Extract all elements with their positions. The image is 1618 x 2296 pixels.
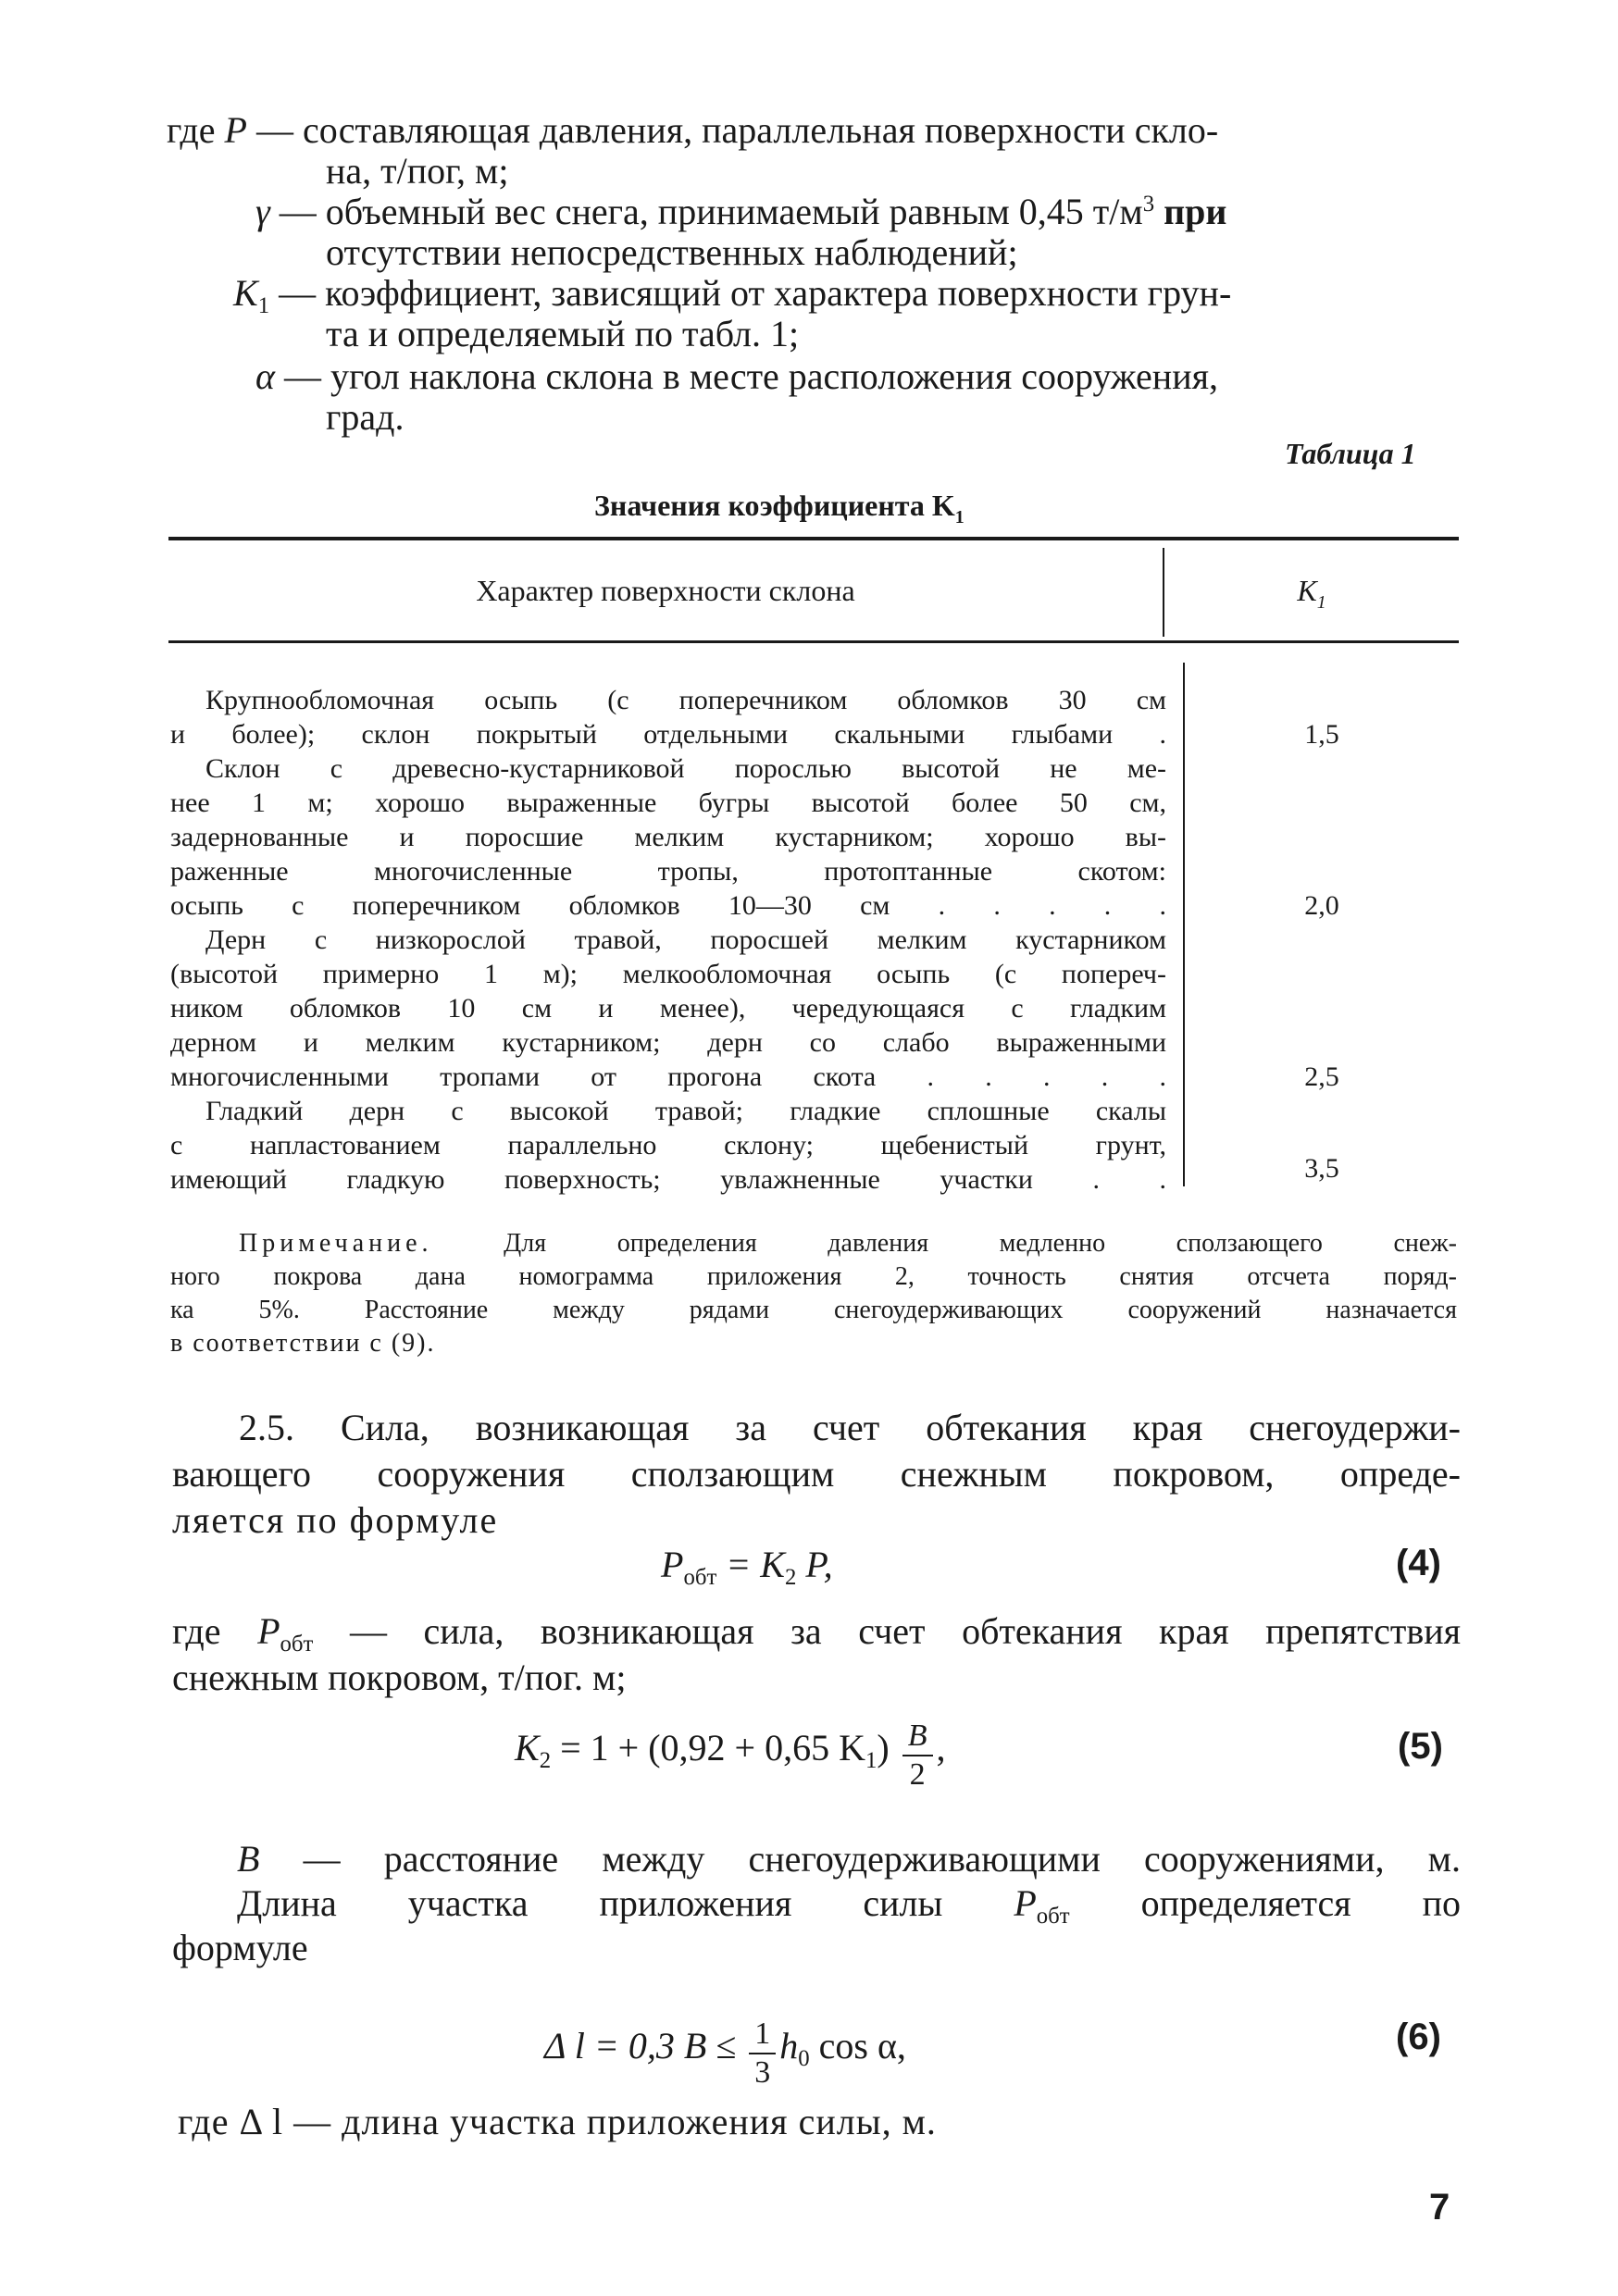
f5-k1-subscript: 1 bbox=[865, 1748, 877, 1773]
f4-p-subscript: обт bbox=[683, 1565, 717, 1590]
section-line3: ляется по формуле bbox=[172, 1499, 499, 1541]
row2-line1: Склон с древесно-кустарниковой порослью высотой не ме- bbox=[205, 753, 1166, 784]
formula-4 bbox=[661, 1542, 833, 1588]
p-symbol: P bbox=[224, 109, 247, 151]
row4-line3: имеющий гладкую поверхность; увлажненные участки . . bbox=[170, 1164, 1166, 1195]
f5-numerator: B bbox=[902, 1718, 933, 1756]
b-text: — расстояние между снегоудерживающими сооружениями, м. bbox=[259, 1838, 1461, 1880]
where-word: где bbox=[172, 1610, 221, 1652]
header-col-k1 bbox=[1164, 572, 1459, 613]
def-alpha-text: — угол наклона склона в месте расположения сооружения, bbox=[275, 355, 1219, 397]
f6-lhs: Δ l = 0,3 B ≤ bbox=[544, 2025, 737, 2066]
page-number: 7 bbox=[1429, 2187, 1450, 2228]
f5-close: ) bbox=[877, 1727, 890, 1769]
row1-line2: и более); склон покрытый отдельными скальными глыбами . bbox=[170, 719, 1166, 750]
def-pobt-line1 bbox=[172, 1608, 1461, 1655]
def-delta-l: где Δ l — длина участка приложения силы, м. bbox=[178, 2101, 937, 2142]
table-label: Таблица 1 bbox=[1285, 437, 1416, 470]
f6-h-subscript: 0 bbox=[798, 2046, 810, 2071]
b-symbol: B bbox=[237, 1838, 260, 1880]
formula-5 bbox=[515, 1718, 946, 1793]
row3-line5: многочисленными тропами от прогона скота . . . . . bbox=[170, 1061, 1166, 1092]
section-2-5 bbox=[172, 1405, 1461, 1544]
def-gamma-continuation: отсутствии непосредственных наблюдений; bbox=[326, 231, 1018, 273]
table-row bbox=[170, 683, 1166, 751]
formula-4-number: (4) bbox=[1396, 1543, 1441, 1583]
table-row bbox=[170, 1094, 1166, 1197]
f5-denominator: 2 bbox=[909, 1757, 926, 1792]
f5-fraction bbox=[902, 1718, 933, 1793]
table-top-rule bbox=[168, 537, 1459, 540]
note-text: Для определения давления медленно сползающего снеж- bbox=[432, 1229, 1457, 1258]
gamma-symbol: γ bbox=[255, 191, 270, 232]
def-gamma-tail: при bbox=[1154, 191, 1227, 232]
f4-k-subscript: 2 bbox=[784, 1565, 797, 1590]
note-line4: в соответствии с (9). bbox=[170, 1329, 436, 1358]
def-p-line bbox=[167, 107, 1218, 154]
row2-line3: задернованные и поросшие мелким кустарником; хорошо вы- bbox=[170, 822, 1166, 852]
section-line1: 2.5. Сила, возникающая за счет обтекания края снегоудержи- bbox=[239, 1407, 1461, 1448]
f6-tail: cos α, bbox=[809, 2025, 906, 2066]
f5-mid: = 1 + (0,92 + 0,65 K bbox=[551, 1727, 865, 1769]
header-bottom-rule bbox=[168, 640, 1459, 643]
f6-h: h bbox=[779, 2025, 799, 2066]
def-pobt bbox=[172, 1608, 1461, 1701]
def-k1-continuation: та и определяемый по табл. 1; bbox=[326, 313, 800, 354]
header-k-subscript: 1 bbox=[1316, 592, 1326, 613]
formula-6 bbox=[544, 2016, 906, 2091]
def-p-continuation: на, т/пог, м; bbox=[326, 150, 509, 192]
row4-line2: с напластованием параллельно склону; щебенистый грунт, bbox=[170, 1130, 1166, 1160]
cube-superscript: 3 bbox=[1142, 192, 1155, 217]
def-pobt-line2: снежным покровом, т/пог. м; bbox=[172, 1657, 627, 1698]
row3-line3: ником обломков 10 см и менее), чередующаяся с гладким bbox=[170, 993, 1166, 1024]
note-line1 bbox=[170, 1227, 1457, 1260]
table-row bbox=[170, 923, 1166, 1094]
formula-6-number: (6) bbox=[1396, 2017, 1441, 2057]
line2-p-symbol: P bbox=[1014, 1882, 1037, 1924]
f5-tail: , bbox=[936, 1727, 946, 1769]
note-line2: ного покрова дана номограмма приложения 2, точность снятия отсчета поряд- bbox=[170, 1262, 1457, 1291]
row2-line2: нее 1 м; хорошо выраженные бугры высотой более 50 см, bbox=[170, 788, 1166, 818]
table-caption-subscript: 1 bbox=[954, 507, 965, 527]
header-k-symbol: K bbox=[1297, 574, 1317, 607]
def-k1-line bbox=[233, 270, 1231, 316]
def-p-text: — составляющая давления, параллельная поверхности скло- bbox=[246, 109, 1219, 151]
f4-rhs: P, bbox=[796, 1544, 833, 1585]
row4-k1-value: 3,5 bbox=[1304, 1153, 1339, 1184]
note-label: Примечание. bbox=[239, 1229, 433, 1258]
row2-line5: осыпь с поперечником обломков 10—30 см . . . . . bbox=[170, 890, 1166, 921]
length-text: Длина участка приложения силы bbox=[237, 1882, 943, 1924]
formula-5-number: (5) bbox=[1398, 1726, 1443, 1767]
alpha-symbol: α bbox=[255, 355, 275, 397]
f4-eq-k: = K bbox=[716, 1544, 785, 1585]
def-b-line2 bbox=[237, 1880, 1461, 1927]
table-caption-text: Значения коэффициента K bbox=[594, 489, 955, 522]
table-note bbox=[170, 1227, 1457, 1360]
def-k1-text: — коэффициент, зависящий от характера поверхности грун- bbox=[269, 272, 1232, 314]
def-alpha-continuation: град. bbox=[326, 396, 404, 438]
pobt-text: — сила, возникающая за счет обтекания края препятствия bbox=[313, 1610, 1462, 1652]
pobt-subscript: обт bbox=[280, 1632, 314, 1657]
def-gamma-text: — объемный вес снега, принимаемый равным 0,45 т/м bbox=[269, 191, 1143, 232]
row4-line1: Гладкий дерн с высокой травой; гладкие сплошные скалы bbox=[205, 1096, 1166, 1126]
f4-p: P bbox=[661, 1544, 684, 1585]
determined-text: определяется по bbox=[1140, 1882, 1461, 1924]
row3-line1: Дерн с низкорослой травой, поросшей мелким кустарником bbox=[205, 925, 1166, 955]
row1-line1: Крупнообломочная осыпь (с поперечником обломков 30 см bbox=[205, 685, 1166, 715]
where-word: где bbox=[167, 109, 216, 151]
row1-k1-value: 1,5 bbox=[1304, 719, 1339, 750]
table-row bbox=[170, 751, 1166, 923]
def-alpha-line bbox=[255, 354, 1218, 400]
row3-line2: (высотой примерно 1 м); мелкообломочная осыпь (с попереч- bbox=[170, 959, 1166, 989]
k1-subscript: 1 bbox=[257, 293, 270, 318]
f6-numerator: 1 bbox=[749, 2016, 776, 2054]
def-b-line3: формуле bbox=[172, 1927, 308, 1968]
f6-fraction bbox=[749, 2016, 776, 2091]
f5-k: K bbox=[515, 1727, 540, 1769]
k1-symbol: K bbox=[233, 272, 258, 314]
row2-line4: раженные многочисленные тропы, протоптанные скотом: bbox=[170, 856, 1166, 887]
f6-denominator: 3 bbox=[754, 2055, 771, 2090]
row2-k1-value: 2,0 bbox=[1304, 890, 1339, 921]
row3-line4: дерном и мелким кустарником; дерн со слабо выраженными bbox=[170, 1027, 1166, 1058]
def-b-line1 bbox=[237, 1836, 1461, 1882]
table-caption bbox=[594, 487, 965, 527]
line2-p-subscript: обт bbox=[1036, 1904, 1070, 1929]
row3-k1-value: 2,5 bbox=[1304, 1061, 1339, 1092]
section-line2: вающего сооружения сползающим снежным покровом, опреде- bbox=[172, 1453, 1461, 1495]
pobt-symbol: P bbox=[257, 1610, 280, 1652]
note-line3: ка 5%. Расстояние между рядами снегоудерживающих сооружений назначается bbox=[170, 1296, 1457, 1324]
header-col-surface: Характер поверхности склона bbox=[476, 574, 855, 607]
def-gamma-line bbox=[255, 189, 1226, 235]
f5-k-subscript: 2 bbox=[539, 1748, 552, 1773]
